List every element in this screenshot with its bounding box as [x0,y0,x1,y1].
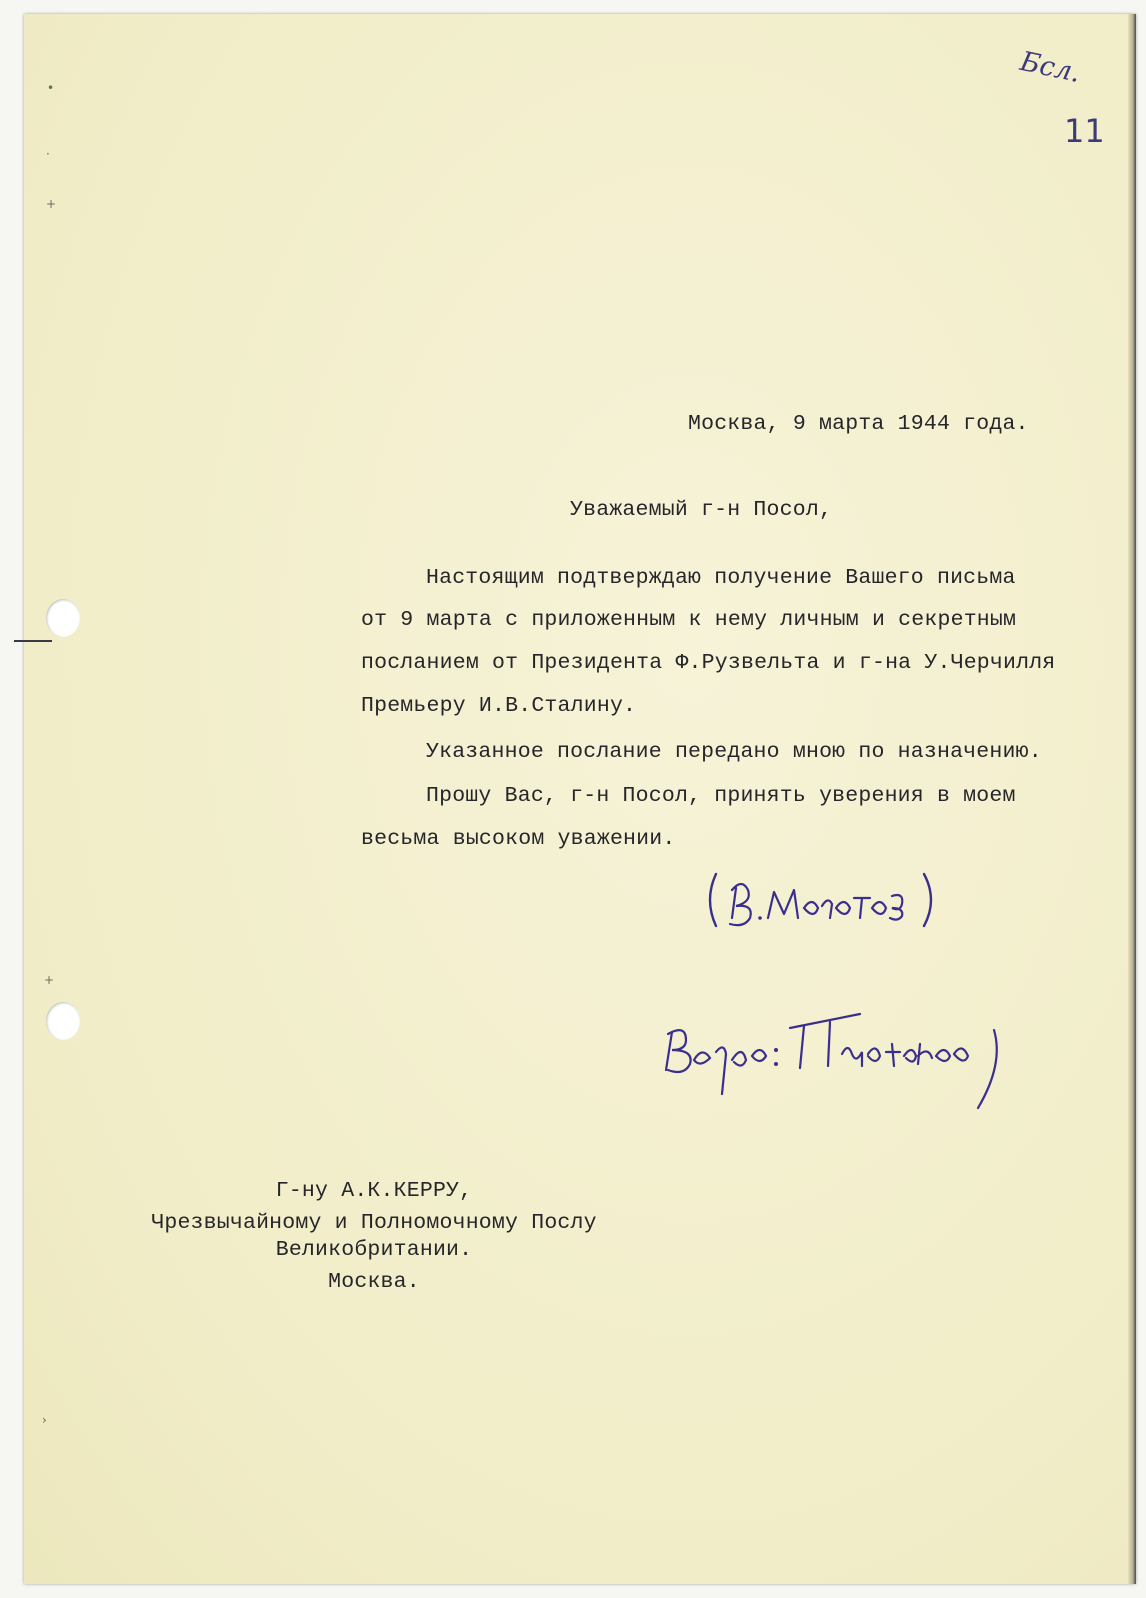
addressee-city: Москва. [328,1270,420,1294]
body-line: от 9 марта с приложенным к нему личным и секретным [361,608,1017,632]
place-date: Москва, 9 марта 1944 года. [688,412,1029,436]
page-number: 11 [1064,112,1105,150]
punch-hole-bottom [46,1002,80,1040]
body-line: Прошу Вас, г-н Посол, принять уверения в моем [426,784,1016,808]
margin-speck: + [44,973,55,987]
addressee-title: Чрезвычайному и Полномочному Послу [151,1211,597,1235]
addressee-country: Великобритании. [275,1238,473,1262]
body-line: Настоящим подтверждаю получение Вашего письма [426,566,1016,590]
punch-hole-top [46,599,80,637]
body-line: Указанное послание передано мною по назначению. [426,740,1042,764]
signature-molotov-strokes [702,866,942,936]
archive-mark: Бсл. [1017,46,1084,89]
body-line: весьма высоком уважении. [361,827,676,851]
certification-strokes [654,1004,1014,1114]
body-line: посланием от Президента Ф.Рузвельта и г-на У.Черчилля [361,651,1056,675]
document-sheet [24,14,1136,1584]
margin-speck: › [42,1413,47,1427]
body-line: Премьеру И.В.Сталину. [361,694,637,718]
addressee-name: Г-ну А.К.КЕРРУ, [275,1179,473,1203]
margin-speck: + [46,197,57,211]
sheet-edge-shadow [1128,14,1136,1584]
margin-speck: · [46,147,50,161]
margin-tick-mark [14,640,52,642]
salutation: Уважаемый г-н Посол, [570,498,833,522]
margin-speck: • [47,81,55,95]
